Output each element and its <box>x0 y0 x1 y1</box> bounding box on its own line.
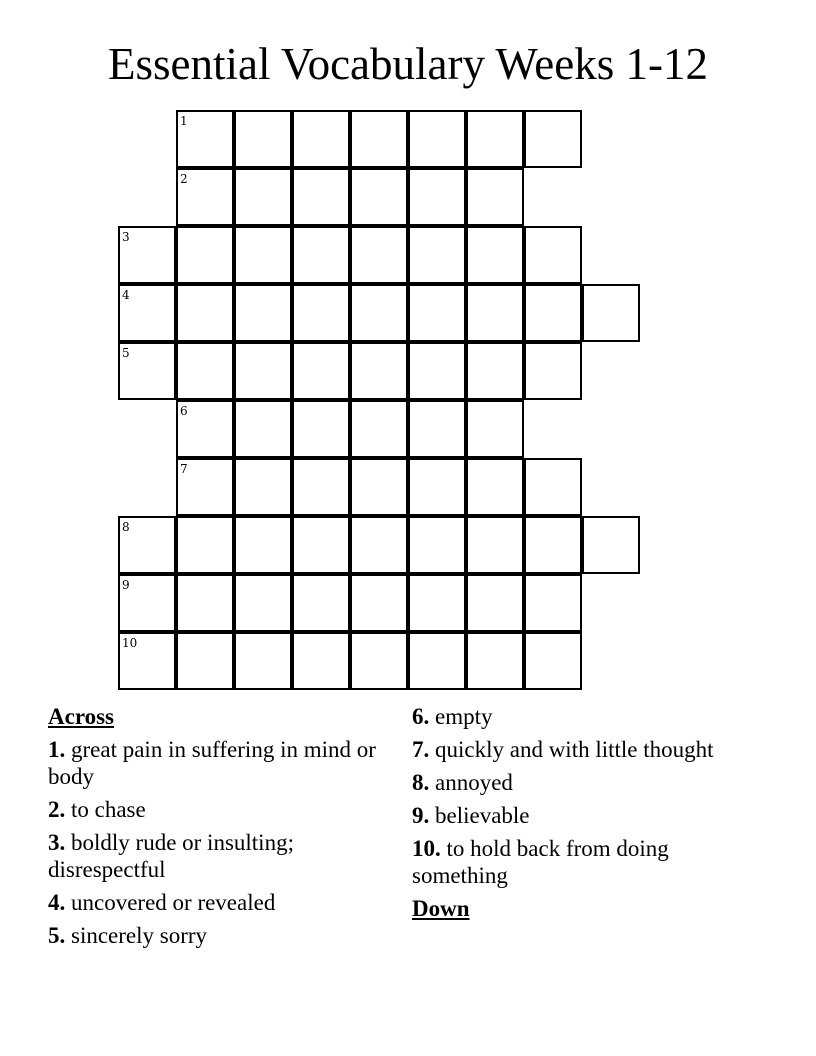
grid-cell[interactable] <box>466 110 524 168</box>
grid-cell[interactable] <box>466 342 524 400</box>
grid-cell[interactable] <box>118 574 176 632</box>
grid-cell[interactable] <box>292 110 350 168</box>
page-title: Essential Vocabulary Weeks 1-12 <box>107 39 708 89</box>
grid-cell[interactable] <box>176 458 234 516</box>
grid-cell[interactable] <box>350 458 408 516</box>
grid-cell[interactable] <box>118 226 176 284</box>
grid-cell[interactable] <box>350 400 408 458</box>
grid-cell[interactable] <box>582 516 640 574</box>
grid-cell[interactable] <box>350 284 408 342</box>
grid-cell[interactable] <box>292 574 350 632</box>
clue-number: 7. <box>412 737 430 762</box>
grid-cell[interactable] <box>582 284 640 342</box>
grid-cell[interactable] <box>408 168 466 226</box>
grid-cell[interactable] <box>176 110 234 168</box>
grid-cell[interactable] <box>408 632 466 690</box>
grid-cell[interactable] <box>466 458 524 516</box>
grid-cell[interactable] <box>176 226 234 284</box>
grid-cell[interactable] <box>408 226 466 284</box>
grid-cell[interactable] <box>234 458 292 516</box>
clue-text: sincerely sorry <box>71 923 208 948</box>
grid-cell[interactable] <box>350 632 408 690</box>
clue-across-3 <box>48 829 388 883</box>
clue-across-9 <box>412 802 752 829</box>
grid-cell[interactable] <box>466 400 524 458</box>
clue-number-label: 1 <box>180 114 188 128</box>
grid-cell[interactable] <box>524 284 582 342</box>
grid-cell[interactable] <box>524 342 582 400</box>
grid-cell[interactable] <box>118 284 176 342</box>
grid-cell[interactable] <box>118 342 176 400</box>
grid-cell[interactable] <box>350 574 408 632</box>
clue-number: 6. <box>412 704 430 729</box>
grid-cell[interactable] <box>408 458 466 516</box>
clue-number-label: 6 <box>180 404 188 418</box>
clue-number-label: 4 <box>122 288 130 302</box>
clue-text: boldly rude or insulting; disrespectful <box>48 830 294 882</box>
grid-cell[interactable] <box>234 516 292 574</box>
clue-number-label: 8 <box>122 520 130 534</box>
clue-number: 5. <box>48 923 66 948</box>
clue-text: uncovered or revealed <box>71 890 276 915</box>
grid-cell[interactable] <box>524 574 582 632</box>
grid-cell[interactable] <box>118 632 176 690</box>
clue-number-label: 7 <box>180 462 188 476</box>
clue-number: 3. <box>48 830 66 855</box>
grid-cell[interactable] <box>408 516 466 574</box>
clue-text: to hold back from doing something <box>412 836 669 888</box>
clue-across-8 <box>412 769 752 796</box>
grid-cell[interactable] <box>524 516 582 574</box>
clues-column-left <box>48 703 388 955</box>
clue-across-10 <box>412 835 752 889</box>
clue-number: 10. <box>412 836 441 861</box>
grid-cell[interactable] <box>292 284 350 342</box>
grid-cell[interactable] <box>408 110 466 168</box>
grid-cell[interactable] <box>524 632 582 690</box>
grid-cell[interactable] <box>466 226 524 284</box>
grid-cell[interactable] <box>234 574 292 632</box>
clue-number: 2. <box>48 797 66 822</box>
grid-cell[interactable] <box>292 168 350 226</box>
grid-cell[interactable] <box>466 516 524 574</box>
clue-number-label: 5 <box>122 346 130 360</box>
grid-cell[interactable] <box>234 226 292 284</box>
clue-number-label: 9 <box>122 578 130 592</box>
grid-cell[interactable] <box>466 168 524 226</box>
clue-number-label: 10 <box>122 636 138 650</box>
grid-cell[interactable] <box>176 400 234 458</box>
grid-cell[interactable] <box>234 400 292 458</box>
clues-column-right <box>412 703 752 928</box>
clue-across-4 <box>48 889 388 916</box>
clue-across-7 <box>412 736 752 763</box>
clue-text: quickly and with little thought <box>435 737 714 762</box>
grid-cell[interactable] <box>350 342 408 400</box>
clue-number-label: 2 <box>180 172 188 186</box>
clue-number: 8. <box>412 770 430 795</box>
across-heading: Across <box>48 704 115 729</box>
grid-cell[interactable] <box>524 458 582 516</box>
grid-cell[interactable] <box>408 284 466 342</box>
grid-cell[interactable] <box>176 632 234 690</box>
clue-number: 1. <box>48 737 66 762</box>
grid-cell[interactable] <box>350 168 408 226</box>
grid-cell[interactable] <box>350 516 408 574</box>
grid-cell[interactable] <box>524 110 582 168</box>
clue-text: great pain in suffering in mind or body <box>48 737 376 789</box>
grid-cell[interactable] <box>292 400 350 458</box>
clue-text: annoyed <box>435 770 513 795</box>
grid-cell[interactable] <box>176 516 234 574</box>
grid-cell[interactable] <box>292 458 350 516</box>
grid-cell[interactable] <box>176 342 234 400</box>
clue-across-2 <box>48 796 388 823</box>
clue-text: empty <box>435 704 493 729</box>
clue-number-label: 3 <box>122 230 130 244</box>
grid-cell[interactable] <box>234 342 292 400</box>
clue-across-1 <box>48 736 388 790</box>
grid-cell[interactable] <box>408 342 466 400</box>
grid-cell[interactable] <box>350 110 408 168</box>
crossword-grid <box>118 110 642 692</box>
grid-cell[interactable] <box>408 400 466 458</box>
grid-cell[interactable] <box>292 632 350 690</box>
clue-text: believable <box>435 803 530 828</box>
grid-cell[interactable] <box>118 516 176 574</box>
clue-across-5 <box>48 922 388 949</box>
clue-number: 9. <box>412 803 430 828</box>
clue-across-6 <box>412 703 752 730</box>
grid-cell[interactable] <box>176 168 234 226</box>
grid-cell[interactable] <box>466 284 524 342</box>
clue-number: 4. <box>48 890 66 915</box>
grid-cell[interactable] <box>234 110 292 168</box>
grid-cell[interactable] <box>234 284 292 342</box>
grid-cell[interactable] <box>350 226 408 284</box>
grid-cell[interactable] <box>234 168 292 226</box>
grid-cell[interactable] <box>292 516 350 574</box>
grid-cell[interactable] <box>176 284 234 342</box>
grid-cell[interactable] <box>292 342 350 400</box>
grid-cell[interactable] <box>408 574 466 632</box>
grid-cell[interactable] <box>292 226 350 284</box>
grid-cell[interactable] <box>176 574 234 632</box>
grid-cell[interactable] <box>234 632 292 690</box>
grid-cell[interactable] <box>466 574 524 632</box>
down-heading: Down <box>412 896 470 921</box>
grid-cell[interactable] <box>524 226 582 284</box>
clue-text: to chase <box>71 797 146 822</box>
grid-cell[interactable] <box>466 632 524 690</box>
